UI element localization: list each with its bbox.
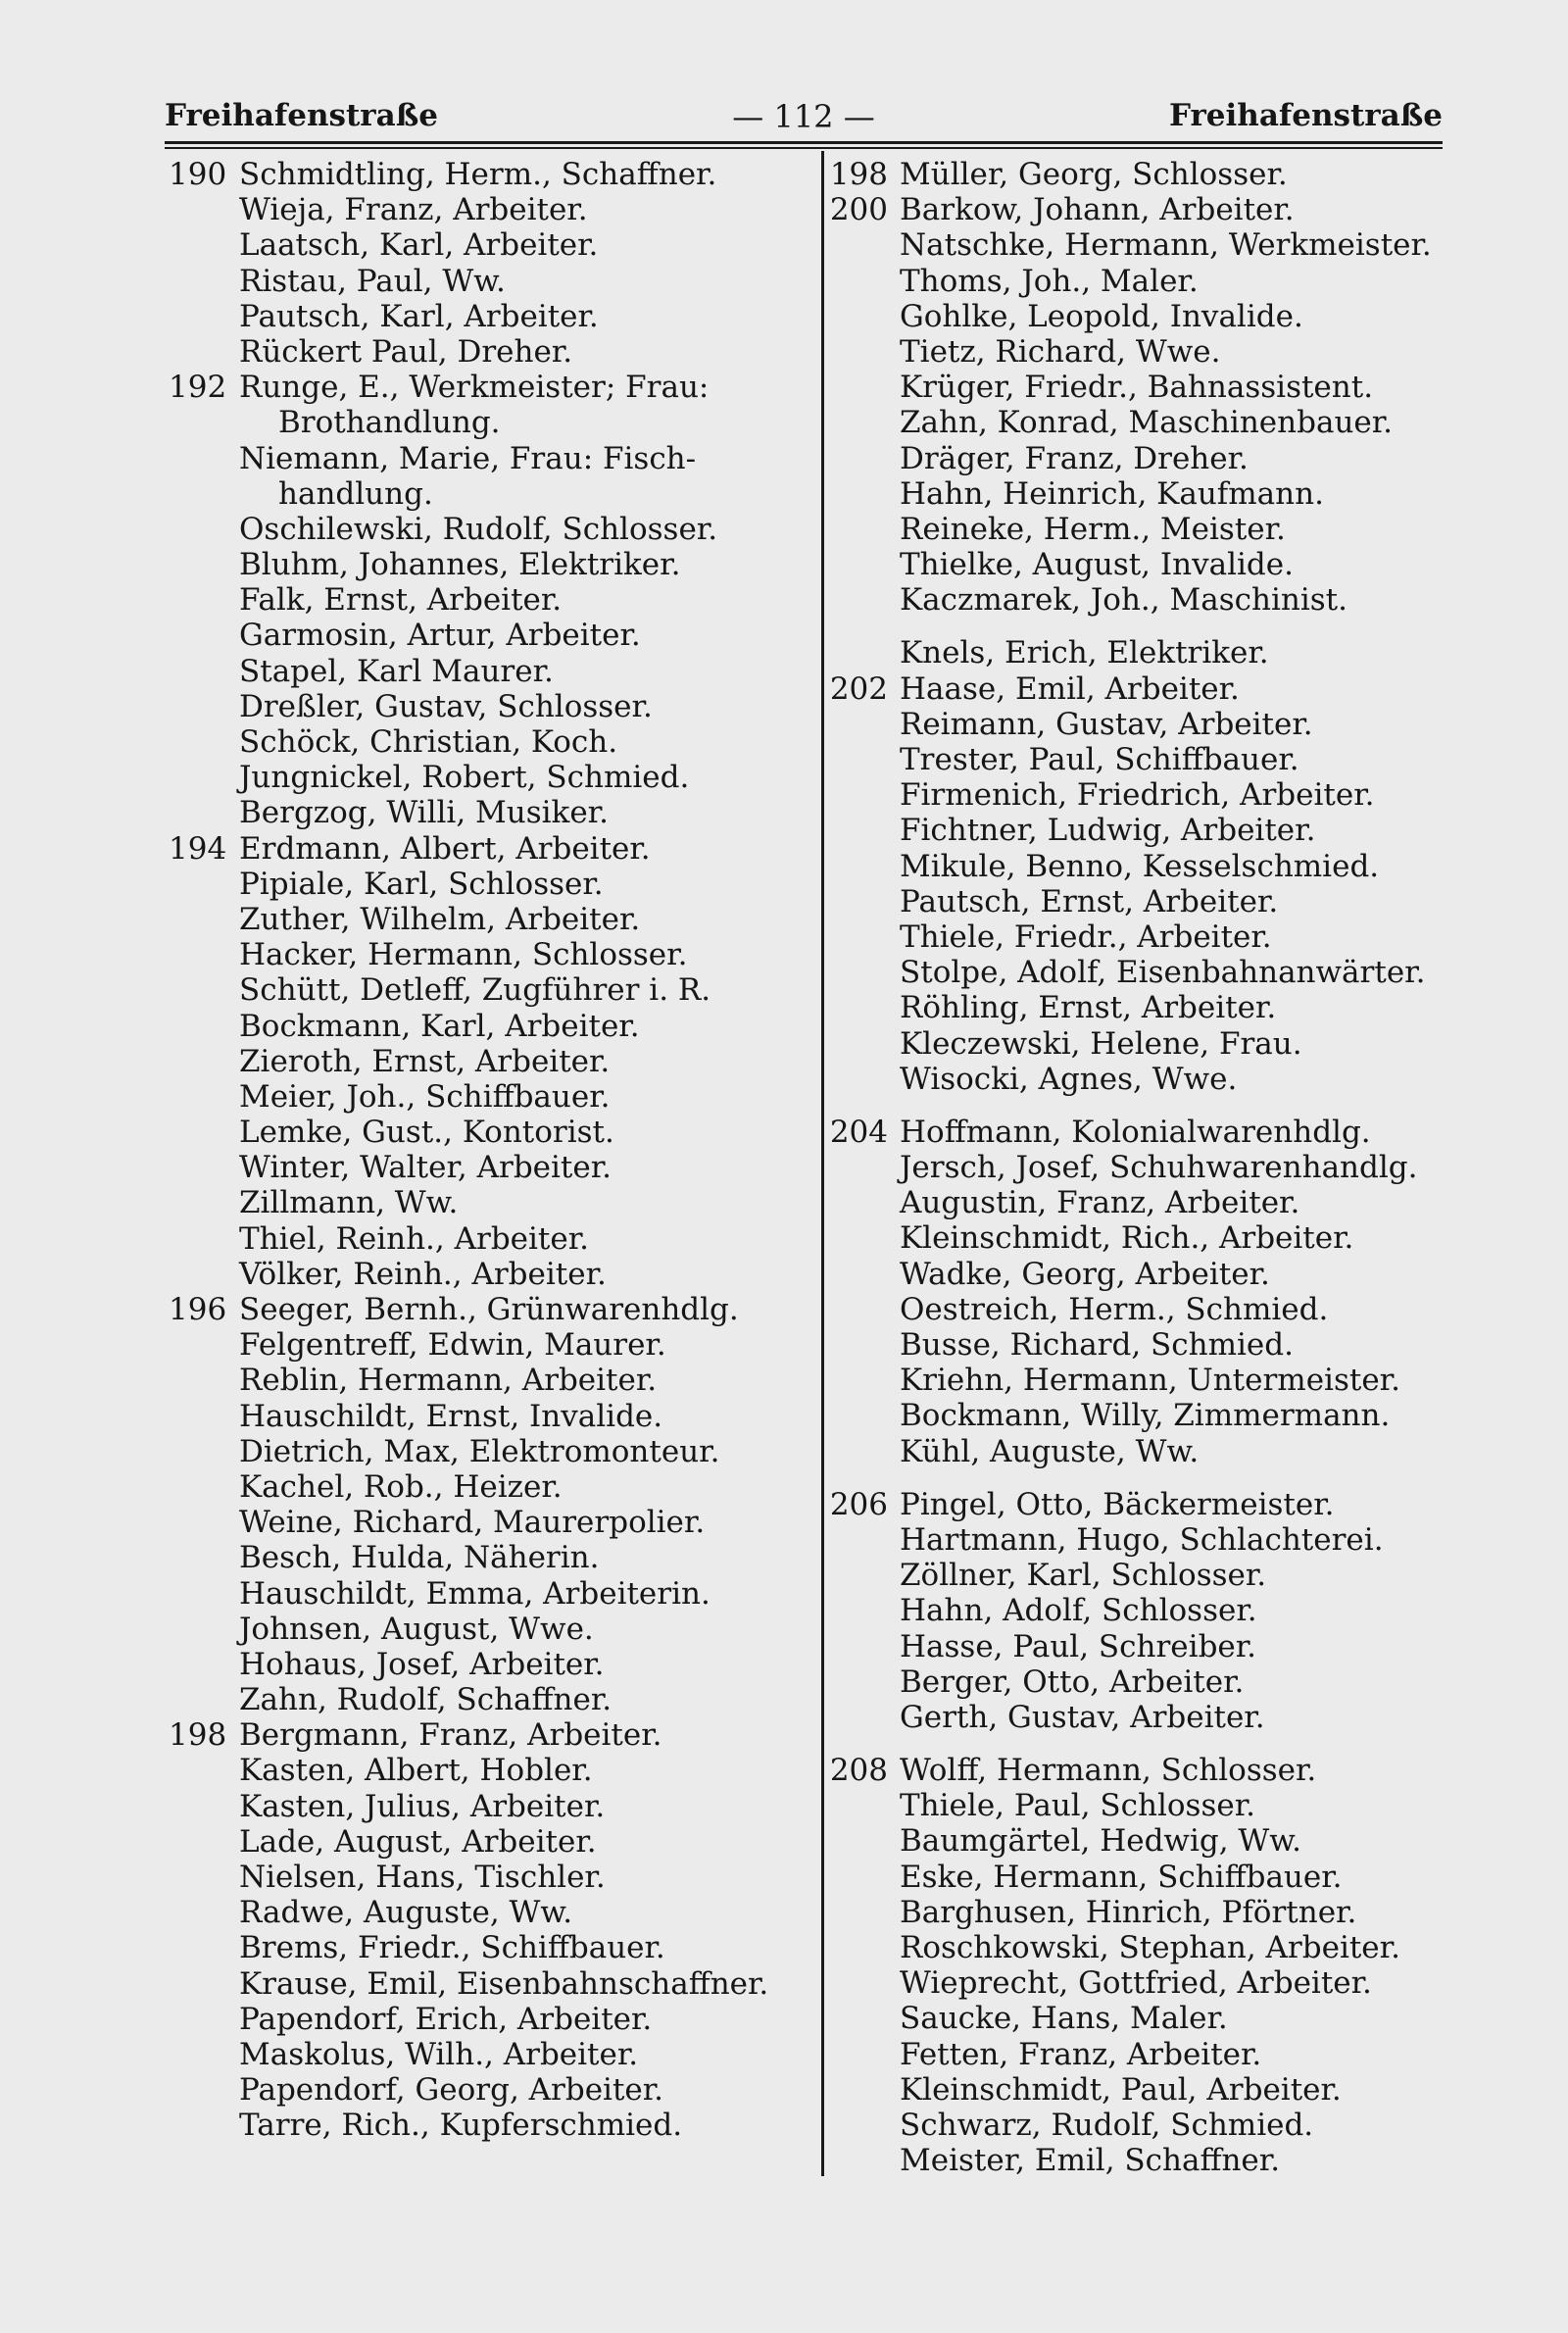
column-divider — [821, 151, 824, 2176]
resident-entry: Besch, Hulda, Näherin. — [239, 1540, 600, 1576]
resident-entry: Barghusen, Hinrich, Pförtner. — [900, 1894, 1357, 1930]
resident-entry: Kasten, Albert, Hobler. — [239, 1753, 593, 1789]
resident-entry: Bergzog, Willi, Musiker. — [239, 795, 609, 831]
resident-entry: Maskolus, Wilh., Arbeiter. — [239, 2036, 639, 2072]
resident-entry: Tietz, Richard, Wwe. — [900, 333, 1221, 370]
resident-entry: Hahn, Adolf, Schlosser. — [900, 1593, 1257, 1629]
left-column — [169, 157, 796, 2144]
resident-entry: Müller, Georg, Schlosser. — [900, 157, 1288, 192]
directory-entry — [825, 919, 1462, 955]
resident-entry: Schwarz, Rudolf, Schmied. — [900, 2107, 1314, 2143]
resident-entry: Papendorf, Georg, Arbeiter. — [239, 2072, 664, 2109]
resident-entry: Zahn, Rudolf, Schaffner. — [239, 1682, 612, 1718]
directory-entry — [169, 867, 796, 902]
directory-entry — [169, 582, 796, 618]
header-rule — [165, 141, 1443, 144]
directory-entry — [169, 1824, 796, 1860]
directory-entry — [169, 1185, 796, 1220]
resident-entry: Berger, Otto, Arbeiter. — [900, 1663, 1245, 1700]
resident-entry: Lade, August, Arbeiter. — [239, 1823, 597, 1860]
resident-entry: Dräger, Franz, Dreher. — [900, 440, 1249, 476]
directory-entry — [825, 1026, 1462, 1062]
resident-entry: Johnsen, August, Wwe. — [239, 1611, 594, 1647]
directory-entry — [825, 1363, 1462, 1398]
resident-continuation: handlung. — [278, 475, 433, 512]
directory-entry — [825, 1487, 1462, 1522]
directory-entry — [825, 2001, 1462, 2036]
resident-entry: Eske, Hermann, Schiffbauer. — [900, 1859, 1343, 1895]
directory-entry — [825, 157, 1462, 192]
resident-entry: Meier, Joh., Schiffbauer. — [239, 1078, 611, 1115]
directory-entry — [169, 476, 796, 512]
directory-entry — [169, 334, 796, 370]
directory-entry — [169, 1399, 796, 1434]
resident-entry: Dreßler, Gustav, Schlosser. — [239, 688, 653, 724]
resident-entry: Zillmann, Ww. — [239, 1185, 459, 1221]
resident-entry: Hauschildt, Ernst, Invalide. — [239, 1398, 663, 1434]
resident-entry: Bockmann, Willy, Zimmermann. — [900, 1398, 1391, 1434]
directory-entry — [169, 1717, 796, 1753]
resident-entry: Falk, Ernst, Arbeiter. — [239, 582, 563, 619]
directory-entry — [169, 1079, 796, 1115]
page-number: — 112 — — [732, 98, 875, 135]
directory-entry — [825, 1930, 1462, 1965]
directory-entry — [169, 2072, 796, 2108]
directory-entry — [169, 902, 796, 937]
directory-entry — [169, 1150, 796, 1185]
directory-entry — [169, 760, 796, 795]
resident-entry: Trester, Paul, Schiffbauer. — [900, 742, 1299, 777]
resident-entry: Kleinschmidt, Paul, Arbeiter. — [900, 2071, 1342, 2108]
resident-entry: Mikule, Benno, Kesselschmied. — [900, 848, 1380, 884]
resident-entry: Ristau, Paul, Ww. — [239, 263, 506, 299]
resident-entry: Oestreich, Herm., Schmied. — [900, 1291, 1329, 1327]
resident-entry: Papendorf, Erich, Arbeiter. — [239, 2001, 653, 2037]
house-number: 198 — [829, 157, 888, 192]
house-number: 208 — [829, 1753, 888, 1789]
directory-entry — [169, 441, 796, 476]
resident-entry: Pipiale, Karl, Schlosser. — [239, 866, 604, 902]
directory-entry — [169, 2037, 796, 2072]
resident-entry: Thielke, August, Invalide. — [900, 547, 1294, 583]
resident-entry: Pautsch, Karl, Arbeiter. — [239, 298, 599, 334]
resident-entry: Haase, Emil, Arbeiter. — [900, 670, 1240, 707]
directory-entry — [169, 1221, 796, 1257]
right-column — [825, 157, 1462, 2178]
resident-entry: Winter, Walter, Arbeiter. — [239, 1150, 612, 1186]
directory-entry — [825, 370, 1462, 405]
resident-entry: Kleczewski, Helene, Frau. — [900, 1025, 1302, 1062]
directory-entry — [825, 1115, 1462, 1150]
resident-entry: Tarre, Rich., Kupferschmied. — [239, 2108, 683, 2144]
section-gap — [825, 618, 1462, 635]
directory-entry — [825, 1150, 1462, 1185]
directory-entry — [169, 1009, 796, 1044]
directory-entry — [169, 654, 796, 689]
directory-entry — [825, 1292, 1462, 1327]
directory-entry — [825, 742, 1462, 777]
resident-entry: Kühl, Auguste, Ww. — [900, 1433, 1200, 1469]
resident-entry: Schöck, Christian, Koch. — [239, 724, 618, 760]
resident-entry: Niemann, Marie, Frau: Fisch- — [239, 440, 697, 476]
resident-entry: Fichtner, Ludwig, Arbeiter. — [900, 813, 1316, 849]
resident-entry: Schmidtling, Herm., Schaffner. — [239, 157, 717, 192]
resident-entry: Erdmann, Albert, Arbeiter. — [239, 830, 651, 867]
resident-entry: Jersch, Josef, Schuhwarenhandlg. — [900, 1150, 1418, 1186]
resident-entry: Seeger, Bernh., Grünwarenhdlg. — [239, 1292, 739, 1327]
resident-entry: Thiele, Paul, Schlosser. — [900, 1788, 1255, 1824]
resident-entry: Hoffmann, Kolonialwarenhdlg. — [900, 1114, 1371, 1150]
resident-entry: Lemke, Gust., Kontorist. — [239, 1115, 614, 1151]
directory-entry — [825, 334, 1462, 370]
directory-entry — [169, 1682, 796, 1717]
directory-entry — [169, 157, 796, 192]
directory-entry — [825, 813, 1462, 848]
resident-entry: Nielsen, Hans, Tischler. — [239, 1860, 606, 1895]
resident-entry: Röhling, Ernst, Arbeiter. — [900, 990, 1277, 1026]
directory-entry — [169, 972, 796, 1008]
directory-entry — [169, 370, 796, 405]
resident-entry: Wieprecht, Gottfried, Arbeiter. — [900, 1965, 1372, 2002]
resident-entry: Barkow, Johann, Arbeiter. — [900, 192, 1295, 228]
resident-entry: Thiel, Reinh., Arbeiter. — [239, 1220, 589, 1257]
directory-entry — [825, 1257, 1462, 1292]
directory-entry — [825, 635, 1462, 670]
resident-entry: Hacker, Hermann, Schlosser. — [239, 937, 688, 973]
directory-entry — [825, 1220, 1462, 1256]
resident-entry: Oschilewski, Rudolf, Schlosser. — [239, 511, 718, 547]
header-rule-thin — [165, 147, 1443, 149]
resident-entry: Radwe, Auguste, Ww. — [239, 1895, 573, 1931]
street-name-right: Freihafenstraße — [1169, 98, 1443, 133]
resident-entry: Bockmann, Karl, Arbeiter. — [239, 1008, 640, 1044]
directory-entry — [169, 2002, 796, 2037]
resident-entry: Stolpe, Adolf, Eisenbahnanwärter. — [900, 955, 1426, 991]
resident-entry: Krause, Emil, Eisenbahnschaffner. — [239, 1965, 769, 2002]
directory-entry — [825, 299, 1462, 334]
directory-entry — [169, 1576, 796, 1612]
resident-entry: Dietrich, Max, Elektromonteur. — [239, 1433, 720, 1469]
directory-entry — [825, 441, 1462, 476]
resident-entry: Saucke, Hans, Maler. — [900, 2001, 1228, 2037]
page-header — [165, 98, 1443, 141]
resident-entry: Pingel, Otto, Bäckermeister. — [900, 1486, 1335, 1522]
house-number: 198 — [169, 1717, 227, 1754]
resident-entry: Hohaus, Josef, Arbeiter. — [239, 1646, 605, 1682]
directory-entry — [169, 937, 796, 972]
house-number: 200 — [829, 192, 888, 228]
directory-entry — [169, 299, 796, 334]
directory-entry — [169, 618, 796, 653]
directory-entry — [825, 1522, 1462, 1558]
resident-entry: Baumgärtel, Hedwig, Ww. — [900, 1823, 1301, 1860]
directory-entry — [825, 1788, 1462, 1823]
resident-entry: Völker, Reinh., Arbeiter. — [239, 1256, 607, 1292]
section-gap — [825, 1735, 1462, 1753]
directory-entry — [825, 2108, 1462, 2143]
directory-entry — [169, 724, 796, 760]
resident-continuation: Brothandlung. — [278, 405, 501, 441]
resident-entry: Bluhm, Johannes, Elektriker. — [239, 547, 681, 583]
resident-entry: Hartmann, Hugo, Schlachterei. — [900, 1521, 1384, 1558]
resident-entry: Kasten, Julius, Arbeiter. — [239, 1788, 606, 1824]
resident-entry: Kaczmarek, Joh., Maschinist. — [900, 582, 1348, 619]
directory-entry — [169, 831, 796, 867]
directory-entry — [825, 264, 1462, 299]
directory-entry — [825, 671, 1462, 707]
directory-entry — [825, 1753, 1462, 1788]
directory-entry — [169, 1966, 796, 2002]
resident-entry: Roschkowski, Stephan, Arbeiter. — [900, 1930, 1400, 1965]
directory-entry — [825, 990, 1462, 1025]
resident-entry: Knels, Erich, Elektriker. — [900, 635, 1269, 671]
directory-entry — [169, 1860, 796, 1895]
resident-entry: Hahn, Heinrich, Kaufmann. — [900, 475, 1324, 512]
resident-entry: Wieja, Franz, Arbeiter. — [239, 192, 588, 228]
directory-entry — [825, 1700, 1462, 1735]
resident-entry: Hasse, Paul, Schreiber. — [900, 1628, 1257, 1664]
directory-entry — [825, 1965, 1462, 2001]
resident-entry: Natschke, Hermann, Werkmeister. — [900, 227, 1432, 264]
directory-entry — [169, 2108, 796, 2143]
directory-entry — [825, 227, 1462, 263]
directory-entry — [169, 1044, 796, 1079]
resident-entry: Zahn, Konrad, Maschinenbauer. — [900, 405, 1394, 441]
directory-entry — [825, 2037, 1462, 2072]
directory-entry — [169, 1895, 796, 1930]
resident-entry: Gerth, Gustav, Arbeiter. — [900, 1699, 1265, 1735]
directory-entry — [169, 1327, 796, 1363]
resident-entry: Rückert Paul, Dreher. — [239, 333, 573, 370]
directory-entry — [825, 1895, 1462, 1930]
directory-entry — [825, 2143, 1462, 2178]
directory-entry — [825, 1860, 1462, 1895]
resident-entry: Hauschildt, Emma, Arbeiterin. — [239, 1575, 710, 1612]
resident-entry: Zieroth, Ernst, Arbeiter. — [239, 1043, 611, 1079]
house-number: 190 — [169, 157, 227, 192]
directory-entry — [169, 1469, 796, 1505]
directory-entry — [825, 512, 1462, 547]
house-number: 192 — [169, 370, 227, 406]
resident-entry: Thiele, Friedr., Arbeiter. — [900, 918, 1272, 955]
directory-entry — [825, 707, 1462, 742]
directory-entry — [825, 582, 1462, 618]
resident-entry: Bergmann, Franz, Arbeiter. — [239, 1717, 662, 1754]
resident-entry: Runge, E., Werkmeister; Frau: — [239, 370, 710, 406]
directory-entry — [825, 1664, 1462, 1700]
resident-entry: Felgentreff, Edwin, Maurer. — [239, 1327, 666, 1364]
resident-entry: Pautsch, Ernst, Arbeiter. — [900, 883, 1279, 919]
directory-entry — [169, 192, 796, 227]
directory-entry — [825, 1593, 1462, 1628]
directory-entry — [169, 1612, 796, 1647]
directory-entry — [169, 1434, 796, 1469]
directory-entry — [825, 405, 1462, 440]
directory-entry — [825, 849, 1462, 884]
resident-entry: Krüger, Friedr., Bahnassistent. — [900, 370, 1374, 406]
directory-entry — [825, 1434, 1462, 1469]
directory-entry — [825, 547, 1462, 582]
directory-entry — [825, 192, 1462, 227]
resident-entry: Zuther, Wilhelm, Arbeiter. — [239, 901, 641, 937]
directory-entry — [169, 689, 796, 724]
directory-entry — [825, 1185, 1462, 1220]
resident-entry: Zöllner, Karl, Schlosser. — [900, 1558, 1267, 1594]
resident-entry: Firmenich, Friedrich, Arbeiter. — [900, 777, 1375, 814]
directory-entry — [825, 1558, 1462, 1593]
directory-entry — [169, 1292, 796, 1327]
house-number: 194 — [169, 830, 227, 867]
resident-entry: Stapel, Karl Maurer. — [239, 653, 554, 689]
directory-entry — [169, 1540, 796, 1575]
directory-entry — [169, 1753, 796, 1788]
directory-entry — [825, 777, 1462, 813]
directory-entry — [825, 1327, 1462, 1363]
directory-entry — [825, 1062, 1462, 1097]
resident-entry: Wadke, Georg, Arbeiter. — [900, 1256, 1270, 1292]
resident-entry: Busse, Richard, Schmied. — [900, 1327, 1294, 1363]
resident-entry: Reimann, Gustav, Arbeiter. — [900, 706, 1313, 742]
directory-entry — [169, 1930, 796, 1965]
directory-entry — [169, 1647, 796, 1682]
house-number: 206 — [829, 1486, 888, 1522]
resident-entry: Kachel, Rob., Heizer. — [239, 1468, 563, 1505]
resident-entry: Kleinschmidt, Rich., Arbeiter. — [900, 1220, 1354, 1257]
directory-entry — [169, 1789, 796, 1824]
resident-entry: Augustin, Franz, Arbeiter. — [900, 1185, 1300, 1221]
resident-entry: Kriehn, Hermann, Untermeister. — [900, 1363, 1400, 1399]
directory-entry — [169, 795, 796, 830]
resident-entry: Jungnickel, Robert, Schmied. — [239, 760, 690, 796]
directory-entry — [825, 1398, 1462, 1433]
directory-entry — [169, 1505, 796, 1540]
resident-entry: Schütt, Detleff, Zugführer i. R. — [239, 972, 711, 1009]
directory-entry — [825, 2072, 1462, 2108]
resident-entry: Fetten, Franz, Arbeiter. — [900, 2036, 1262, 2072]
resident-entry: Wisocki, Agnes, Wwe. — [900, 1061, 1238, 1097]
directory-entry — [169, 512, 796, 547]
directory-entry — [169, 264, 796, 299]
resident-entry: Gohlke, Leopold, Invalide. — [900, 298, 1303, 334]
directory-entry — [825, 955, 1462, 990]
directory-entry — [169, 1363, 796, 1398]
directory-entry — [825, 1823, 1462, 1859]
resident-entry: Reineke, Herm., Meister. — [900, 511, 1286, 547]
section-gap — [825, 1469, 1462, 1487]
directory-entry — [825, 884, 1462, 919]
directory-entry — [169, 405, 796, 440]
resident-entry: Brems, Friedr., Schiffbauer. — [239, 1930, 665, 1966]
resident-entry: Laatsch, Karl, Arbeiter. — [239, 227, 599, 264]
resident-entry: Reblin, Hermann, Arbeiter. — [239, 1363, 658, 1399]
resident-entry: Meister, Emil, Schaffner. — [900, 2143, 1281, 2179]
directory-entry — [169, 547, 796, 582]
resident-entry: Weine, Richard, Maurerpolier. — [239, 1505, 706, 1541]
section-gap — [825, 1097, 1462, 1115]
directory-entry — [825, 1629, 1462, 1664]
directory-entry — [169, 227, 796, 263]
resident-entry: Wolff, Hermann, Schlosser. — [900, 1753, 1317, 1789]
resident-entry: Thoms, Joh., Maler. — [900, 263, 1199, 299]
directory-entry — [825, 476, 1462, 512]
house-number: 204 — [829, 1114, 888, 1150]
house-number: 196 — [169, 1292, 227, 1327]
resident-entry: Garmosin, Artur, Arbeiter. — [239, 618, 641, 654]
street-name-left: Freihafenstraße — [165, 98, 438, 133]
house-number: 202 — [829, 670, 888, 707]
directory-entry — [169, 1115, 796, 1150]
directory-entry — [169, 1257, 796, 1292]
